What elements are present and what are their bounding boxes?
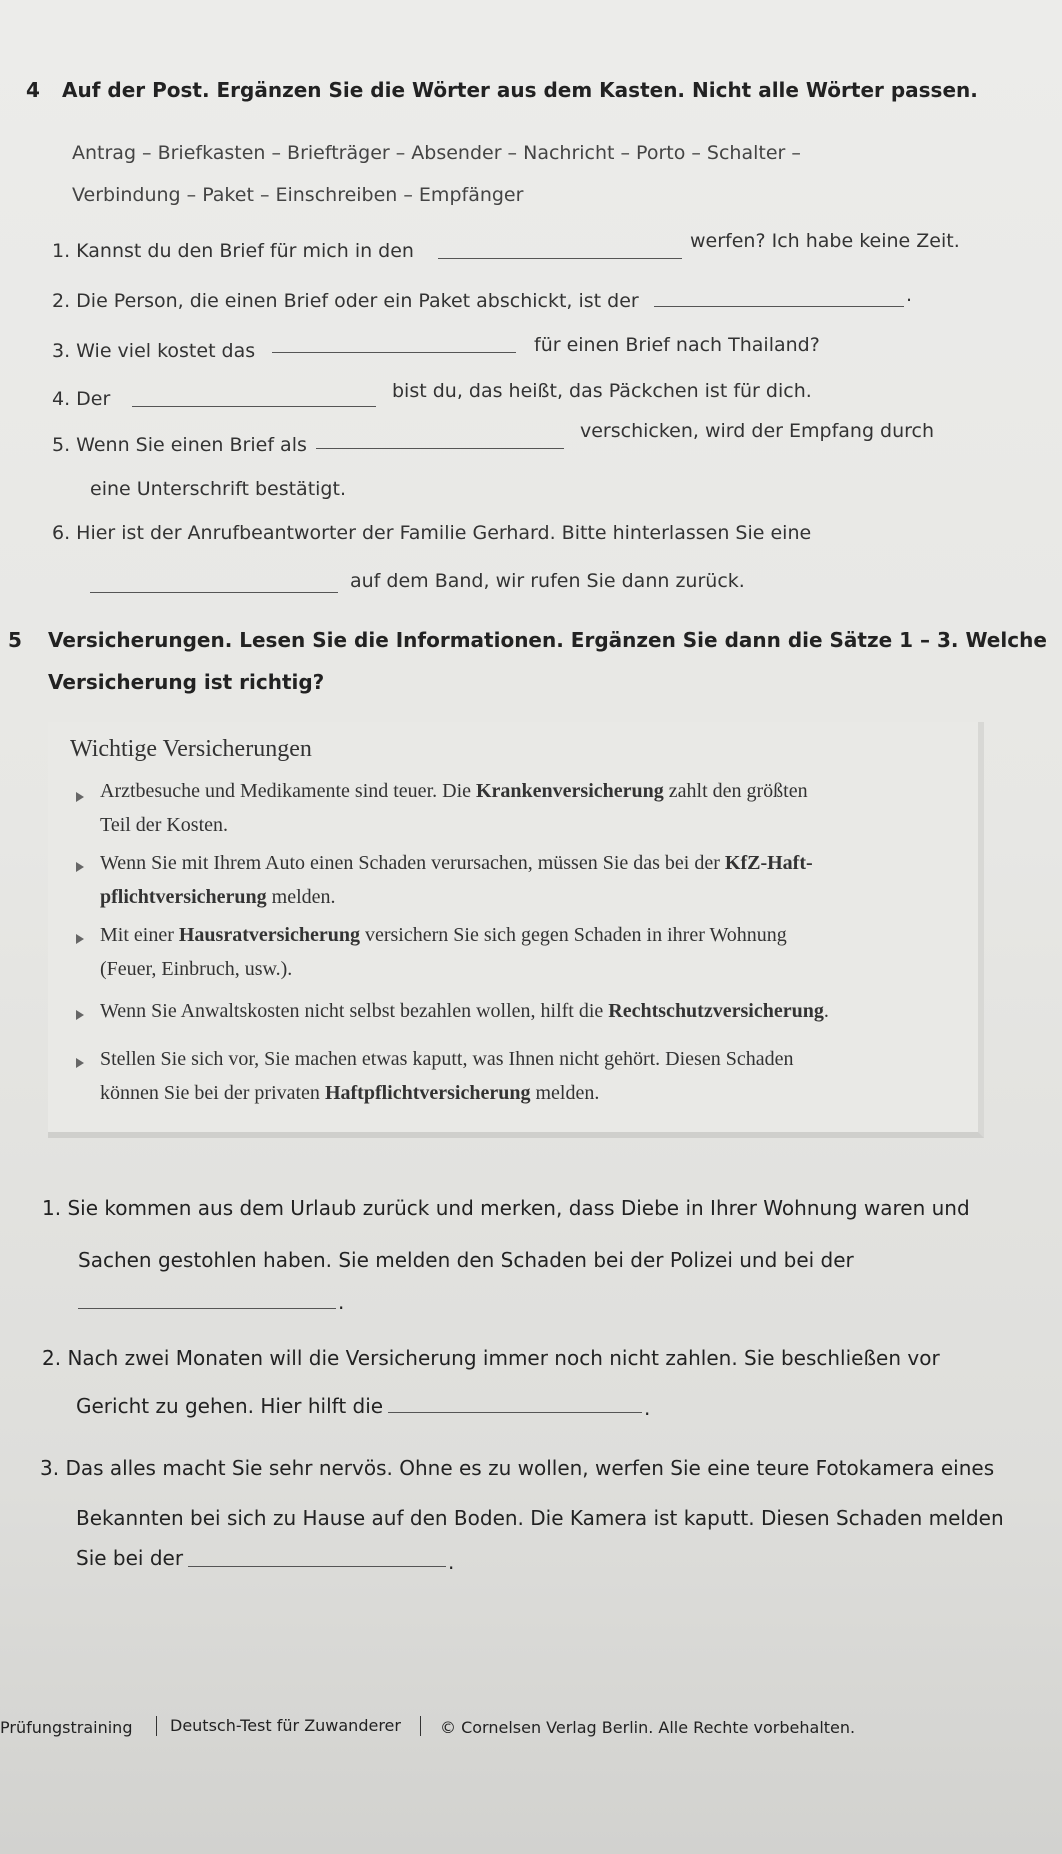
task5-sentence-2-text: Gericht zu gehen. Hier hilft die — [76, 1394, 384, 1418]
task4-item-1-text-end: werfen? Ich habe keine Zeit. — [690, 230, 960, 252]
info-bullet-2-line2: pflichtversicherung melden. — [100, 886, 336, 908]
task4-number: 4 — [26, 78, 40, 102]
task5-sentence-3-blank[interactable] — [188, 1566, 446, 1567]
task5-sentence-1-line2: Sachen gestohlen haben. Sie melden den Schaden bei der Polizei und bei der — [78, 1248, 854, 1272]
info-bullet-3-line2: (Feuer, Einbruch, usw.). — [100, 958, 293, 980]
info-bullet-5-line2: können Sie bei der privaten Haftpflichtversicherung melden. — [100, 1082, 600, 1104]
task5-sentence-3-text: Sie bei der — [76, 1546, 184, 1570]
task5-title-line-1: Versicherungen. Lesen Sie die Informationen. Ergänzen Sie dann die Sätze 1 – 3. Welche — [48, 628, 1047, 652]
bullet-arrow-icon — [76, 934, 84, 944]
task4-item-4-text-end: bist du, das heißt, das Päckchen ist für dich. — [392, 380, 812, 402]
task4-item-5-text-end: verschicken, wird der Empfang durch — [580, 420, 935, 442]
task5-sentence-1-line1: 1. Sie kommen aus dem Urlaub zurück und merken, dass Diebe in Ihrer Wohnung waren und — [42, 1196, 970, 1220]
task4-item-3-blank[interactable] — [272, 352, 516, 353]
footer-separator — [420, 1716, 421, 1736]
footer-test-name: Deutsch-Test für Zuwanderer — [170, 1716, 401, 1735]
info-bullet-5: Stellen Sie sich vor, Sie machen etwas kaputt, was Ihnen nicht gehört. Diesen Schaden — [100, 1048, 794, 1070]
task5-sentence-2-blank[interactable] — [388, 1412, 642, 1413]
info-box-heading: Wichtige Versicherungen — [70, 736, 312, 762]
bullet-arrow-icon — [76, 1010, 84, 1020]
task4-item-1-text: 1. Kannst du den Brief für mich in den — [52, 240, 414, 262]
task5-title-line-2: Versicherung ist richtig? — [48, 670, 325, 694]
info-bullet-1: Arztbesuche und Medikamente sind teuer. Die Krankenversicherung zahlt den größten — [100, 780, 808, 802]
bullet-arrow-icon — [76, 862, 84, 872]
task4-item-5-blank[interactable] — [316, 448, 564, 449]
task5-sentence-3-line2: Bekannten bei sich zu Hause auf den Boden. Die Kamera ist kaputt. Diesen Schaden melden — [76, 1506, 1004, 1530]
task4-item-6-text: 6. Hier ist der Anrufbeantworter der Familie Gerhard. Bitte hinterlassen Sie eine — [52, 522, 812, 544]
bullet-arrow-icon — [76, 792, 84, 802]
info-bullet-3: Mit einer Hausratversicherung versichern Sie sich gegen Schaden in ihrer Wohnung — [100, 924, 787, 946]
info-bullet-2: Wenn Sie mit Ihrem Auto einen Schaden verursachen, müssen Sie das bei der KfZ-Haft- — [100, 852, 813, 874]
task4-item-1-blank[interactable] — [438, 258, 682, 259]
footer-section-title: Prüfungstraining — [0, 1718, 133, 1737]
task4-item-4-text: 4. Der — [52, 388, 111, 410]
task5-sentence-2-end: . — [644, 1396, 651, 1420]
word-box-line-1: Antrag – Briefkasten – Briefträger – Absender – Nachricht – Porto – Schalter – — [72, 142, 801, 164]
task4-item-3-text: 3. Wie viel kostet das — [52, 340, 256, 362]
footer-separator — [156, 1716, 157, 1736]
word-box-line-2: Verbindung – Paket – Einschreiben – Empfänger — [72, 184, 524, 206]
task4-item-3-text-end: für einen Brief nach Thailand? — [534, 334, 820, 356]
task5-sentence-3-end: . — [448, 1550, 455, 1574]
task5-sentence-3-line1: 3. Das alles macht Sie sehr nervös. Ohne es zu wollen, werfen Sie eine teure Fotokamera eines — [40, 1456, 995, 1480]
task4-item-2-text: 2. Die Person, die einen Brief oder ein Paket abschickt, ist der — [52, 290, 639, 312]
footer-copyright: © Cornelsen Verlag Berlin. Alle Rechte vorbehalten. — [440, 1718, 856, 1737]
task5-sentence-2-line1: 2. Nach zwei Monaten will die Versicherung immer noch nicht zahlen. Sie beschließen vor — [42, 1346, 940, 1370]
task4-item-6-text-end: auf dem Band, wir rufen Sie dann zurück. — [350, 570, 745, 592]
task4-item-6-blank[interactable] — [90, 592, 338, 593]
task5-sentence-1-end: . — [338, 1290, 345, 1314]
info-bullet-1-line2: Teil der Kosten. — [100, 814, 229, 836]
task4-item-5-text: 5. Wenn Sie einen Brief als — [52, 434, 307, 456]
task4-title: Auf der Post. Ergänzen Sie die Wörter aus dem Kasten. Nicht alle Wörter passen. — [62, 78, 978, 102]
task4-item-2-text-end: . — [906, 284, 913, 306]
bullet-arrow-icon — [76, 1058, 84, 1068]
task4-item-2-blank[interactable] — [654, 306, 904, 307]
task4-item-4-blank[interactable] — [132, 406, 376, 407]
info-bullet-4: Wenn Sie Anwaltskosten nicht selbst bezahlen wollen, hilft die Rechtschutzversicherung. — [100, 1000, 829, 1022]
task5-sentence-1-blank[interactable] — [78, 1308, 336, 1309]
task4-item-5-text-line2: eine Unterschrift bestätigt. — [90, 478, 346, 500]
task5-number: 5 — [8, 628, 22, 652]
